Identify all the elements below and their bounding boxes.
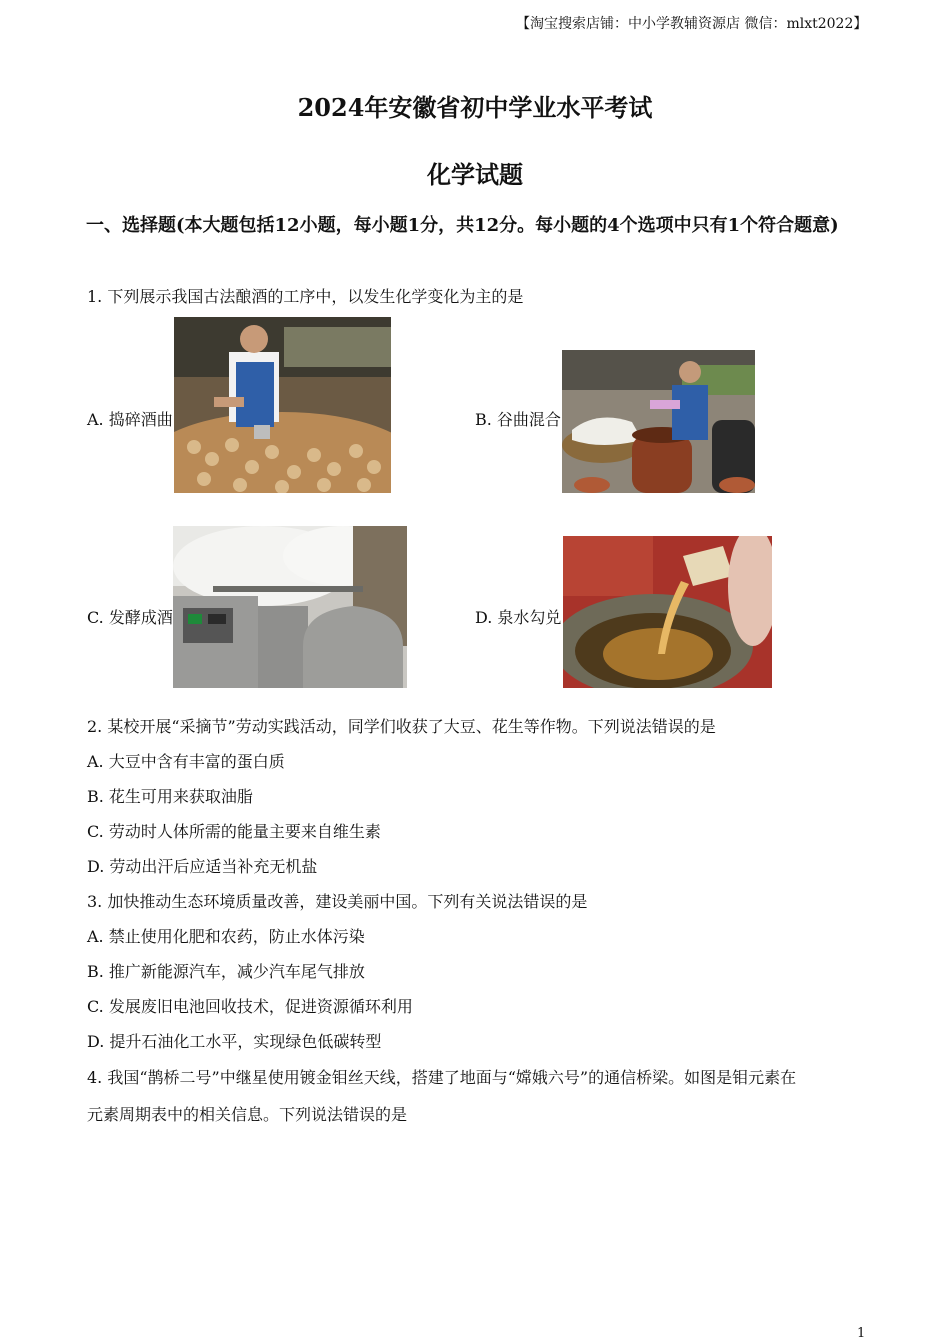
pouring-liquor-into-jar-photo — [563, 536, 772, 688]
worker-mixing-grain-in-jar-photo — [562, 350, 755, 493]
q2-option-d: D. 劳动出汗后应适当补充无机盐 — [87, 857, 318, 876]
q3-option-d: D. 提升石油化工水平，实现绿色低碳转型 — [87, 1032, 382, 1051]
q1-option-c-label: C. 发酵成酒 — [87, 608, 173, 627]
q1-option-a-label: A. 捣碎酒曲 — [87, 410, 173, 429]
steaming-distillery-vats-photo — [173, 526, 407, 688]
question-2-stem: 2. 某校开展“采摘节”劳动实践活动，同学们收获了大豆、花生等作物。下列说法错误的是 — [87, 717, 716, 736]
q1-option-b-label: B. 谷曲混合 — [475, 410, 561, 429]
question-4-stem-line1: 4. 我国“鹊桥二号”中继星使用镀金钼丝天线，搭建了地面与“嫦娥六号”的通信桥梁。如图是钼元素在 — [87, 1068, 797, 1087]
q3-option-b: B. 推广新能源汽车，减少汽车尾气排放 — [87, 962, 365, 981]
exam-title: 2024年安徽省初中学业水平考试 — [297, 93, 653, 122]
q3-option-a: A. 禁止使用化肥和农药，防止水体污染 — [87, 927, 365, 946]
question-1-stem: 1. 下列展示我国古法酿酒的工序中，以发生化学变化为主的是 — [87, 287, 524, 306]
q2-option-b: B. 花生可用来获取油脂 — [87, 787, 253, 806]
source-note-header: 【淘宝搜索店铺：中小学教辅资源店 微信：mlxt2022】 — [516, 16, 868, 32]
q3-option-c: C. 发展废旧电池回收技术，促进资源循环利用 — [87, 997, 413, 1016]
q2-option-c: C. 劳动时人体所需的能量主要来自维生素 — [87, 822, 381, 841]
question-3-stem: 3. 加快推动生态环境质量改善，建设美丽中国。下列有关说法错误的是 — [87, 892, 588, 911]
question-4-stem-line2: 元素周期表中的相关信息。下列说法错误的是 — [87, 1105, 408, 1124]
q1-option-d-label: D. 泉水勾兑 — [475, 608, 562, 627]
section-heading: 一、选择题(本大题包括12小题，每小题1分，共12分。每小题的4个选项中只有1个符合题意) — [86, 215, 839, 236]
q2-option-a: A. 大豆中含有丰富的蛋白质 — [87, 752, 285, 771]
man-crushing-yeast-cakes-photo — [174, 317, 391, 493]
exam-subtitle: 化学试题 — [427, 160, 523, 189]
page-number: 1 — [857, 1326, 866, 1341]
